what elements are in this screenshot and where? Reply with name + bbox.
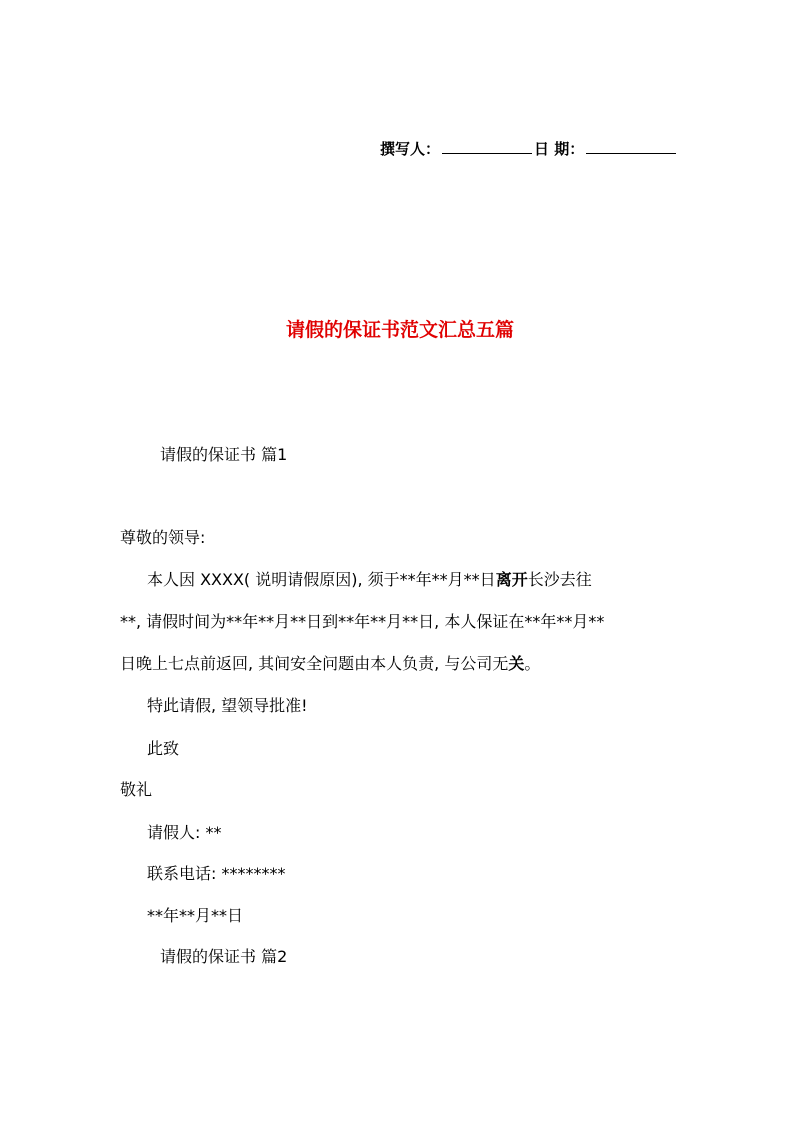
body-line-1	[147, 567, 592, 590]
closing-line-2: 敬礼	[120, 780, 153, 799]
request-line: 特此请假, 望领导批准!	[147, 696, 308, 715]
body-line-1-bold: 离开	[495, 570, 528, 589]
document-title: 请假的保证书范文汇总五篇	[285, 319, 514, 341]
date-blank	[586, 139, 676, 154]
body-line-3	[120, 651, 540, 674]
signer-line: 请假人: **	[147, 823, 222, 842]
body-line-1-pre: 本人因 XXXX( 说明请假原因), 须于**年**月**日	[147, 570, 496, 589]
date-line: **年**月**日	[147, 906, 244, 925]
body-line-3-post: 。	[524, 654, 541, 673]
body-line-3-pre: 日晚上七点前返回, 其间安全问题由本人负责, 与公司无	[120, 654, 509, 673]
author-date-header	[380, 138, 678, 159]
body-line-1-post: 长沙去往	[527, 570, 592, 589]
author-label: 撰写人：	[380, 140, 441, 158]
body-line-2: **, 请假时间为**年**月**日到**年**月**日, 本人保证在**年**月**	[120, 612, 605, 631]
section-heading-2: 请假的保证书 篇2	[160, 947, 288, 966]
phone-line: 联系电话: ********	[147, 864, 286, 883]
salutation: 尊敬的领导:	[120, 528, 206, 547]
author-blank	[442, 139, 532, 154]
body-line-3-bold: 关	[508, 654, 525, 673]
section-heading-1: 请假的保证书 篇1	[160, 445, 288, 464]
date-label: 日 期：	[534, 140, 585, 158]
closing-line-1: 此致	[147, 739, 180, 758]
